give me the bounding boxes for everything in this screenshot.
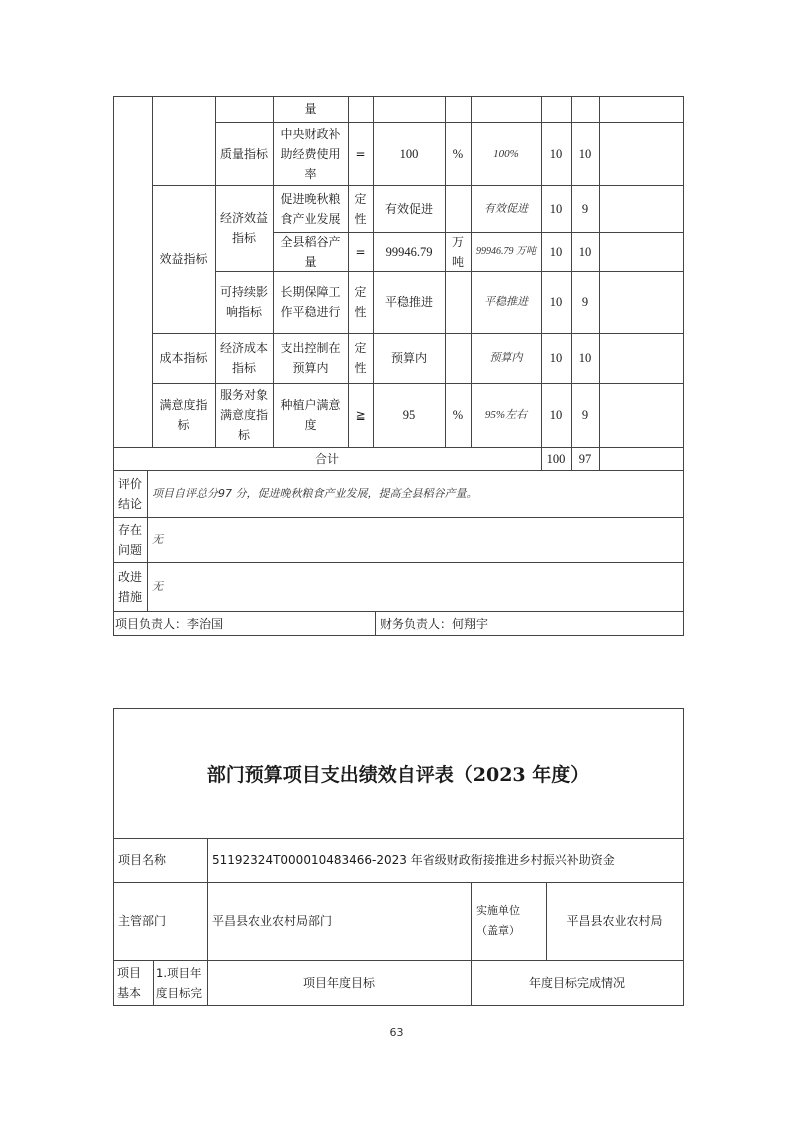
annual-goal-header: 项目年度目标 bbox=[302, 976, 375, 990]
target-value-cell: 有效促进 bbox=[384, 201, 433, 216]
level3-indicator-cell: 经济成本指标 bbox=[219, 341, 268, 375]
indicator-cell: 促进晚秋粮食产业发展 bbox=[280, 191, 341, 226]
weight-cell: 10 bbox=[549, 146, 563, 161]
total-score: 97 bbox=[578, 451, 592, 466]
operator-cell: ≧ bbox=[355, 408, 366, 422]
score-cell: 9 bbox=[581, 408, 589, 422]
level2-indicator-cell: 成本指标 bbox=[159, 351, 208, 365]
level2-indicator-cell: 满意度指标 bbox=[159, 398, 208, 432]
finance-lead: 财务负责人：何翔宇 bbox=[380, 616, 489, 631]
dept-value: 平昌县农业农村局部门 bbox=[212, 914, 333, 928]
basic-label: 项目基本 bbox=[117, 966, 142, 1000]
actual-value-cell: 预算内 bbox=[489, 351, 523, 364]
actual-value-cell: 100% bbox=[493, 147, 519, 160]
actual-value-cell: 99946.79 万吨 bbox=[476, 245, 536, 257]
indicator-cell: 全县稻谷产量 bbox=[280, 234, 341, 269]
target-value-cell: 平稳推进 bbox=[384, 295, 433, 309]
unit-cell: 万吨 bbox=[451, 234, 464, 269]
indicator-cell: 量 bbox=[304, 102, 317, 116]
conclusion-label: 评价结论 bbox=[117, 476, 142, 511]
target-value-cell: 预算内 bbox=[390, 351, 427, 365]
level2-indicator-cell: 效益指标 bbox=[159, 252, 208, 266]
indicator-cell: 长期保障工作平稳进行 bbox=[280, 285, 341, 319]
weight-cell: 10 bbox=[549, 201, 563, 216]
level3-indicator-cell: 可持续影响指标 bbox=[219, 285, 268, 319]
problems-text: 无 bbox=[152, 532, 163, 546]
project-name-label: 项目名称 bbox=[118, 853, 167, 867]
goal-completion-label: 1.项目年度目标完 bbox=[156, 966, 202, 1000]
score-cell: 10 bbox=[578, 146, 592, 161]
conclusion-text: 项目自评总分97 分，促进晚秋粮食产业发展，提高全县稻谷产量。 bbox=[152, 486, 478, 500]
score-cell: 10 bbox=[578, 244, 592, 259]
operator-cell: = bbox=[355, 146, 366, 161]
operator-cell: 定性 bbox=[354, 191, 367, 226]
weight-cell: 10 bbox=[549, 351, 563, 365]
indicator-cell: 中央财政补助经费使用率 bbox=[280, 126, 341, 181]
weight-cell: 10 bbox=[549, 244, 563, 259]
project-name-value: 51192324T000010483466-2023 年省级财政衔接推进乡村振兴补助资金 bbox=[212, 853, 615, 867]
operator-cell: = bbox=[355, 244, 366, 259]
form-title: 部门预算项目支出绩效自评表（2023 年度） bbox=[206, 763, 590, 786]
indicator-cell: 种植户满意度 bbox=[280, 398, 341, 432]
problems-label: 存在问题 bbox=[117, 522, 142, 557]
weight-cell: 10 bbox=[549, 408, 563, 422]
target-value-cell: 95 bbox=[402, 408, 416, 422]
unit-cell: % bbox=[452, 408, 464, 422]
project-lead: 项目负责人：李治国 bbox=[115, 616, 224, 631]
total-weight: 100 bbox=[546, 451, 566, 466]
weight-cell: 10 bbox=[549, 295, 563, 309]
indicator-cell: 支出控制在预算内 bbox=[280, 341, 341, 375]
unit-cell: % bbox=[452, 146, 464, 161]
operator-cell: 定性 bbox=[354, 285, 367, 319]
level3-indicator-cell: 经济效益指标 bbox=[219, 211, 268, 245]
page-number: 63 bbox=[389, 1026, 404, 1039]
impl-unit-value: 平昌县农业农村局 bbox=[566, 914, 663, 928]
score-cell: 10 bbox=[578, 351, 592, 365]
completion-header: 年度目标完成情况 bbox=[528, 976, 625, 990]
level3-indicator-cell: 服务对象满意度指标 bbox=[219, 388, 268, 442]
total-label: 合计 bbox=[314, 451, 339, 466]
target-value-cell: 100 bbox=[399, 146, 419, 161]
score-cell: 9 bbox=[581, 201, 589, 216]
level3-indicator-cell: 质量指标 bbox=[219, 146, 268, 161]
actual-value-cell: 平稳推进 bbox=[484, 295, 528, 308]
improvements-label: 改进措施 bbox=[117, 569, 142, 604]
col-divider bbox=[599, 96, 600, 470]
impl-unit-label: 实施单位（盖章） bbox=[476, 904, 520, 937]
score-cell: 9 bbox=[581, 295, 589, 309]
dept-label: 主管部门 bbox=[118, 914, 167, 928]
actual-value-cell: 95%左右 bbox=[484, 409, 528, 421]
target-value-cell: 99946.79 bbox=[385, 244, 433, 259]
improvements-text: 无 bbox=[152, 579, 163, 593]
actual-value-cell: 有效促进 bbox=[484, 201, 528, 215]
operator-cell: 定性 bbox=[354, 341, 367, 375]
